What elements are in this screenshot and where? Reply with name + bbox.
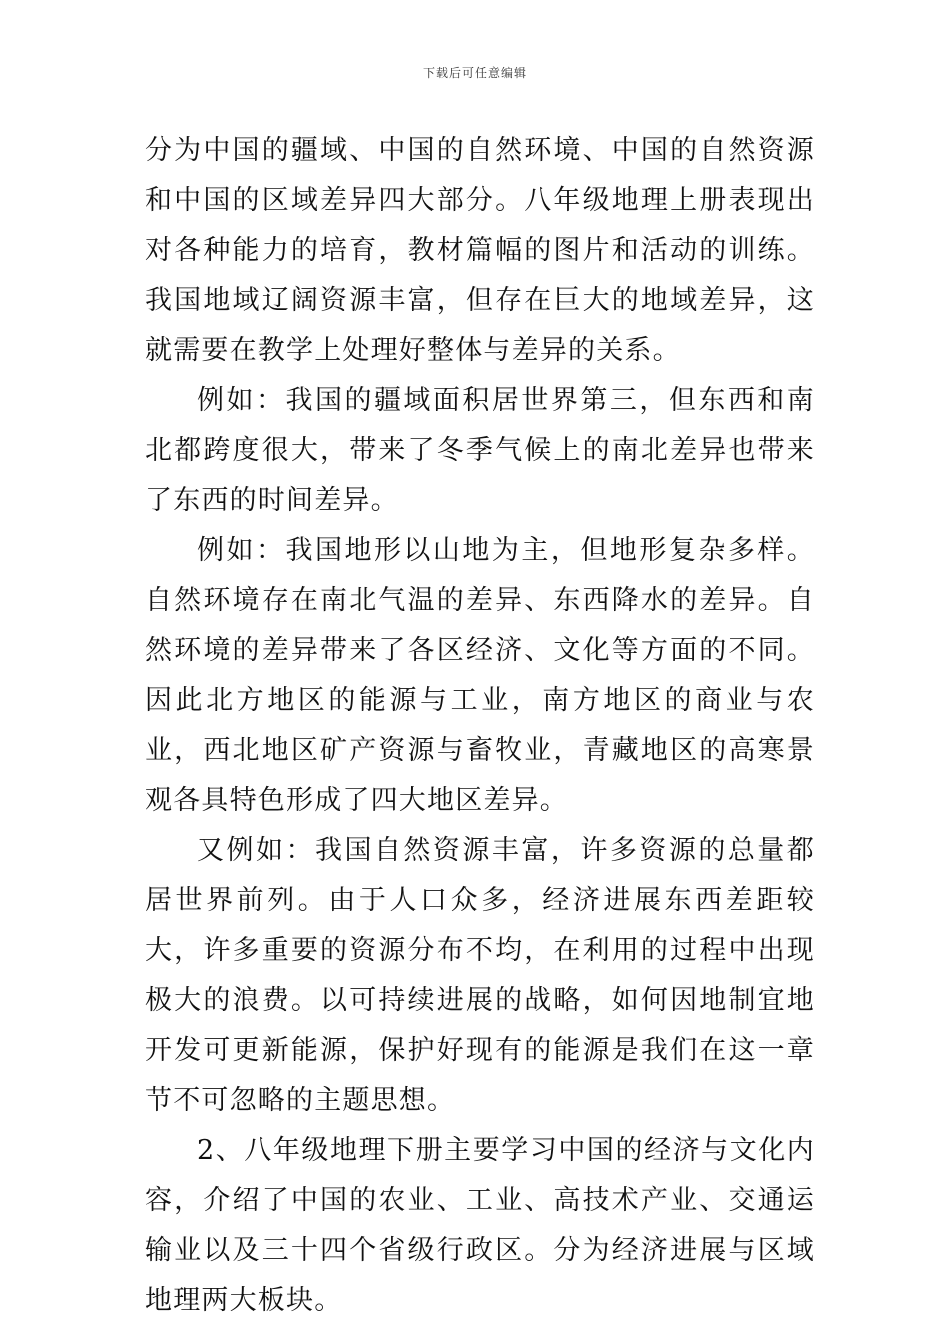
paragraph-example-terrain: 例如：我国地形以山地为主，但地形复杂多样。自然环境存在南北气温的差异、东西降水的差异。自然环境的差异带来了各区经济、文化等方面的不同。因此北方地区的能源与工业，南方地区的商业与农业，西北地区矿产资源与畜牧业，青藏地区的高寒景观各具特色形成了四大地区差异。	[145, 535, 815, 816]
document-body	[145, 126, 815, 1326]
paragraph-intro: 分为中国的疆域、中国的自然环境、中国的自然资源和中国的区域差异四大部分。八年级地理上册表现出对各种能力的培育，教材篇幅的图片和活动的训练。我国地域辽阔资源丰富，但存在巨大的地域差异，这就需要在教学上处理好整体与差异的关系。	[145, 135, 815, 366]
paragraph-example-territory: 例如：我国的疆域面积居世界第三，但东西和南北都跨度很大，带来了冬季气候上的南北差异也带来了东西的时间差异。	[145, 385, 815, 516]
paragraph-section-2: 2、八年级地理下册主要学习中国的经济与文化内容，介绍了中国的农业、工业、高技术产业、交通运输业以及三十四个省级行政区。分为经济进展与区域地理两大板块。	[145, 1135, 815, 1316]
paragraph-example-resources: 又例如：我国自然资源丰富，许多资源的总量都居世界前列。由于人口众多，经济进展东西差距较大，许多重要的资源分布不均，在利用的过程中出现极大的浪费。以可持续进展的战略，如何因地制宜地开发可更新能源，保护好现有的能源是我们在这一章节不可忽略的主题思想。	[145, 835, 815, 1116]
page-header: 下载后可任意编辑	[422, 66, 527, 80]
